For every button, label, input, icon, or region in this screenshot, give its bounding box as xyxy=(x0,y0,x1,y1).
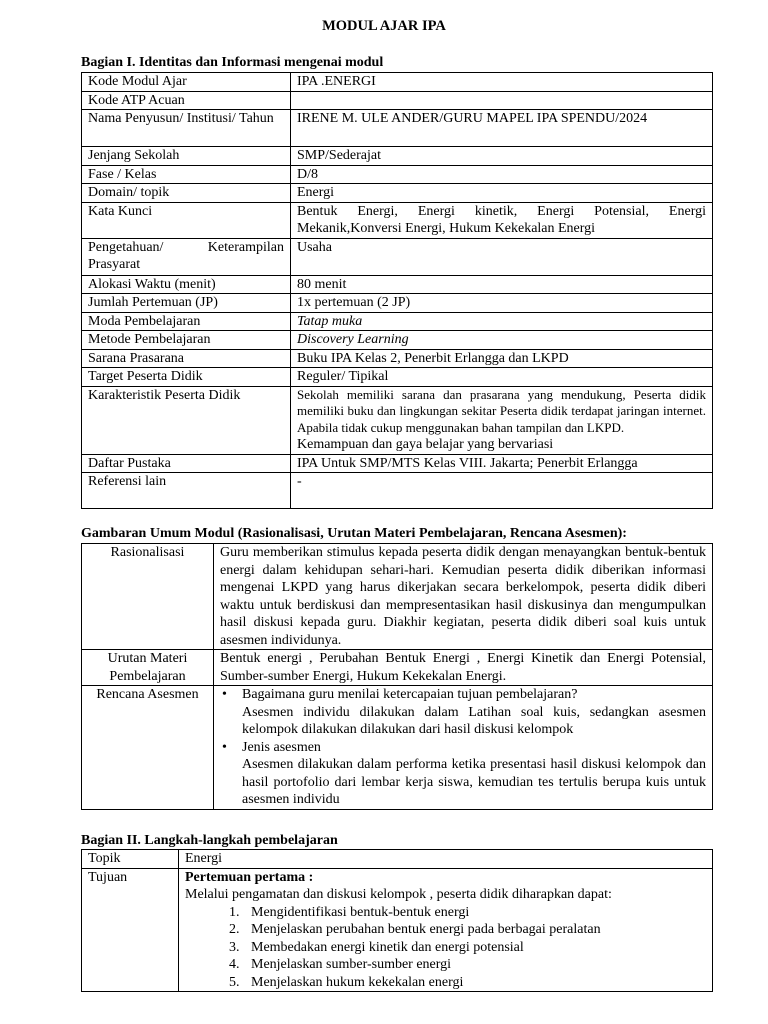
tujuan-content xyxy=(179,868,713,992)
asesmen-answer-1: Asesmen individu dilakukan dalam Latihan soal kuis, sedangkan asesmen kelompok dilakukan dilakukan dari hasil diskusi kelompok xyxy=(242,704,706,737)
steps-table xyxy=(81,849,713,992)
list-number: 1. xyxy=(229,904,240,920)
tujuan-intro: Melalui pengamatan dan diskusi kelompok , peserta didik diharapkan dapat: xyxy=(185,887,612,902)
row-value: IPA .ENERGI xyxy=(291,73,713,92)
overview-table xyxy=(81,543,713,810)
rasionalisasi-label: Rasionalisasi xyxy=(82,544,214,650)
identity-table xyxy=(81,72,713,509)
row-value: - xyxy=(291,473,713,509)
row-label: Jumlah Pertemuan (JP) xyxy=(82,294,291,313)
row-label: Kode ATP Acuan xyxy=(82,91,291,110)
table-row xyxy=(82,202,713,238)
list-text: Menjelaskan sumber-sumber energi xyxy=(251,957,452,972)
asesmen-question-1: Bagaimana guru menilai ketercapaian tujuan pembelajaran? xyxy=(242,687,578,702)
list-item xyxy=(207,939,706,957)
asesmen-content xyxy=(214,686,713,810)
pertemuan-heading: Pertemuan pertama : xyxy=(185,869,314,885)
row-value: 1x pertemuan (2 JP) xyxy=(291,294,713,313)
table-row xyxy=(82,275,713,294)
table-row xyxy=(82,454,713,473)
list-item xyxy=(207,904,706,922)
asesmen-question-2: Jenis asesmen xyxy=(242,739,321,755)
asesmen-list-2 xyxy=(220,739,706,757)
topik-value: Energi xyxy=(179,850,713,869)
list-text: Membedakan energi kinetik dan energi potensial xyxy=(251,939,524,955)
table-row xyxy=(82,110,713,147)
list-item xyxy=(207,974,706,992)
list-text: Mengidentifikasi bentuk-bentuk energi xyxy=(251,904,470,920)
row-value: Tatap muka xyxy=(291,312,713,331)
table-row xyxy=(82,312,713,331)
row-value: IRENE M. ULE ANDER/GURU MAPEL IPA SPENDU/2024 xyxy=(291,110,713,147)
karakteristik-text: Sekolah memiliki sarana dan prasarana yang mendukung, Peserta didik memiliki buku dan lingkungan sekitar Peserta didik terdapat jaringan internet. Apabila tidak cukup menggunakan bahan tampilan dan LKPD. xyxy=(297,386,706,435)
urutan-label: Urutan Materi Pembelajaran xyxy=(82,650,214,686)
row-value: Discovery Learning xyxy=(291,331,713,350)
row-value: SMP/Sederajat xyxy=(291,147,713,166)
row-label: Karakteristik Peserta Didik xyxy=(82,386,291,454)
asesmen-answer-2: Asesmen dilakukan dalam performa ketika presentasi hasil diskusi kelompok dan hasil portofolio dari lembar kerja siswa, kemudian tes tertulis berupa kuis untuk asesmen individu xyxy=(242,757,706,807)
row-label: Nama Penyusun/ Institusi/ Tahun xyxy=(82,110,291,147)
table-row xyxy=(82,238,713,275)
table-row xyxy=(82,544,713,650)
row-value: Buku IPA Kelas 2, Penerbit Erlangga dan LKPD xyxy=(291,349,713,368)
table-row xyxy=(82,868,713,992)
row-value: IPA Untuk SMP/MTS Kelas VIII. Jakarta; Penerbit Erlangga xyxy=(291,454,713,473)
list-item xyxy=(207,956,706,974)
list-number: 4. xyxy=(229,957,240,972)
tujuan-list xyxy=(185,904,706,992)
row-value: Bentuk Energi, Energi kinetik, Energi Potensial, Energi Mekanik,Konversi Energi, Hukum Kekekalan Energi xyxy=(291,202,713,238)
row-value: Energi xyxy=(291,184,713,203)
row-label: Fase / Kelas xyxy=(82,165,291,184)
row-value: Reguler/ Tipikal xyxy=(291,368,713,387)
row-value: 80 menit xyxy=(291,275,713,294)
list-item xyxy=(220,686,706,704)
table-row xyxy=(82,294,713,313)
list-text: Menjelaskan hukum kekekalan energi xyxy=(251,974,464,990)
table-row xyxy=(82,147,713,166)
row-label: Kode Modul Ajar xyxy=(82,73,291,92)
table-row xyxy=(82,368,713,387)
urutan-text: Bentuk energi , Perubahan Bentuk Energi , Energi Kinetik dan Energi Potensial, Sumber-sumber Energi, Hukum Kekekalan Energi. xyxy=(214,650,713,686)
tujuan-label: Tujuan xyxy=(82,868,179,992)
list-number: 3. xyxy=(229,939,240,955)
table-row xyxy=(82,184,713,203)
row-label: Jenjang Sekolah xyxy=(82,147,291,166)
bullet-icon: • xyxy=(222,687,227,702)
section-2-heading: Gambaran Umum Modul (Rasionalisasi, Urutan Materi Pembelajaran, Rencana Asesmen): xyxy=(81,526,627,541)
row-value xyxy=(291,386,713,454)
row-label: Kata Kunci xyxy=(82,202,291,238)
list-text: Menjelaskan perubahan bentuk energi pada berbagai peralatan xyxy=(251,922,601,937)
row-label: Daftar Pustaka xyxy=(82,454,291,473)
row-label: Target Peserta Didik xyxy=(82,368,291,387)
table-row xyxy=(82,349,713,368)
table-row xyxy=(82,850,713,869)
row-label: Metode Pembelajaran xyxy=(82,331,291,350)
row-label: Sarana Prasarana xyxy=(82,349,291,368)
table-row xyxy=(82,473,713,509)
row-label: Domain/ topik xyxy=(82,184,291,203)
list-item xyxy=(220,739,706,757)
table-row xyxy=(82,650,713,686)
row-value: Usaha xyxy=(291,238,713,275)
row-label: Alokasi Waktu (menit) xyxy=(82,275,291,294)
table-row xyxy=(82,686,713,810)
row-value xyxy=(291,91,713,110)
rasionalisasi-text: Guru memberikan stimulus kepada peserta didik dengan menayangkan bentuk-bentuk energi dalam kehidupan sehari-hari. Kemudian peserta didik diberikan informasi mengenai LKPD yang harus dikerjakan secara berkelompok, peserta didik diberi waktu untuk berdiskusi dan mempresentasikan hasil diskusinya dan mengumpulkan hasil diskusi kepada guru. Diakhir kegiatan, peserta didik diberi soal kuis untuk asesmen individunya. xyxy=(214,544,713,650)
table-row xyxy=(82,331,713,350)
list-number: 5. xyxy=(229,974,240,990)
document-title: MODUL AJAR IPA xyxy=(322,18,446,34)
section-3-heading: Bagian II. Langkah-langkah pembelajaran xyxy=(81,833,338,848)
asesmen-label: Rencana Asesmen xyxy=(82,686,214,810)
row-label: Moda Pembelajaran xyxy=(82,312,291,331)
topik-label: Topik xyxy=(82,850,179,869)
table-row xyxy=(82,386,713,454)
asesmen-list xyxy=(220,686,706,704)
section-1-heading: Bagian I. Identitas dan Informasi mengenai modul xyxy=(81,55,384,70)
table-row xyxy=(82,91,713,110)
row-value: D/8 xyxy=(291,165,713,184)
list-item xyxy=(207,921,706,939)
list-number: 2. xyxy=(229,922,240,937)
bullet-icon: • xyxy=(222,739,227,755)
row-label: Referensi lain xyxy=(82,473,291,509)
table-row xyxy=(82,73,713,92)
row-label: Pengetahuan/ Keterampilan Prasyarat xyxy=(82,238,291,275)
karakteristik-text-2: Kemampuan dan gaya belajar yang bervariasi xyxy=(297,437,554,452)
table-row xyxy=(82,165,713,184)
